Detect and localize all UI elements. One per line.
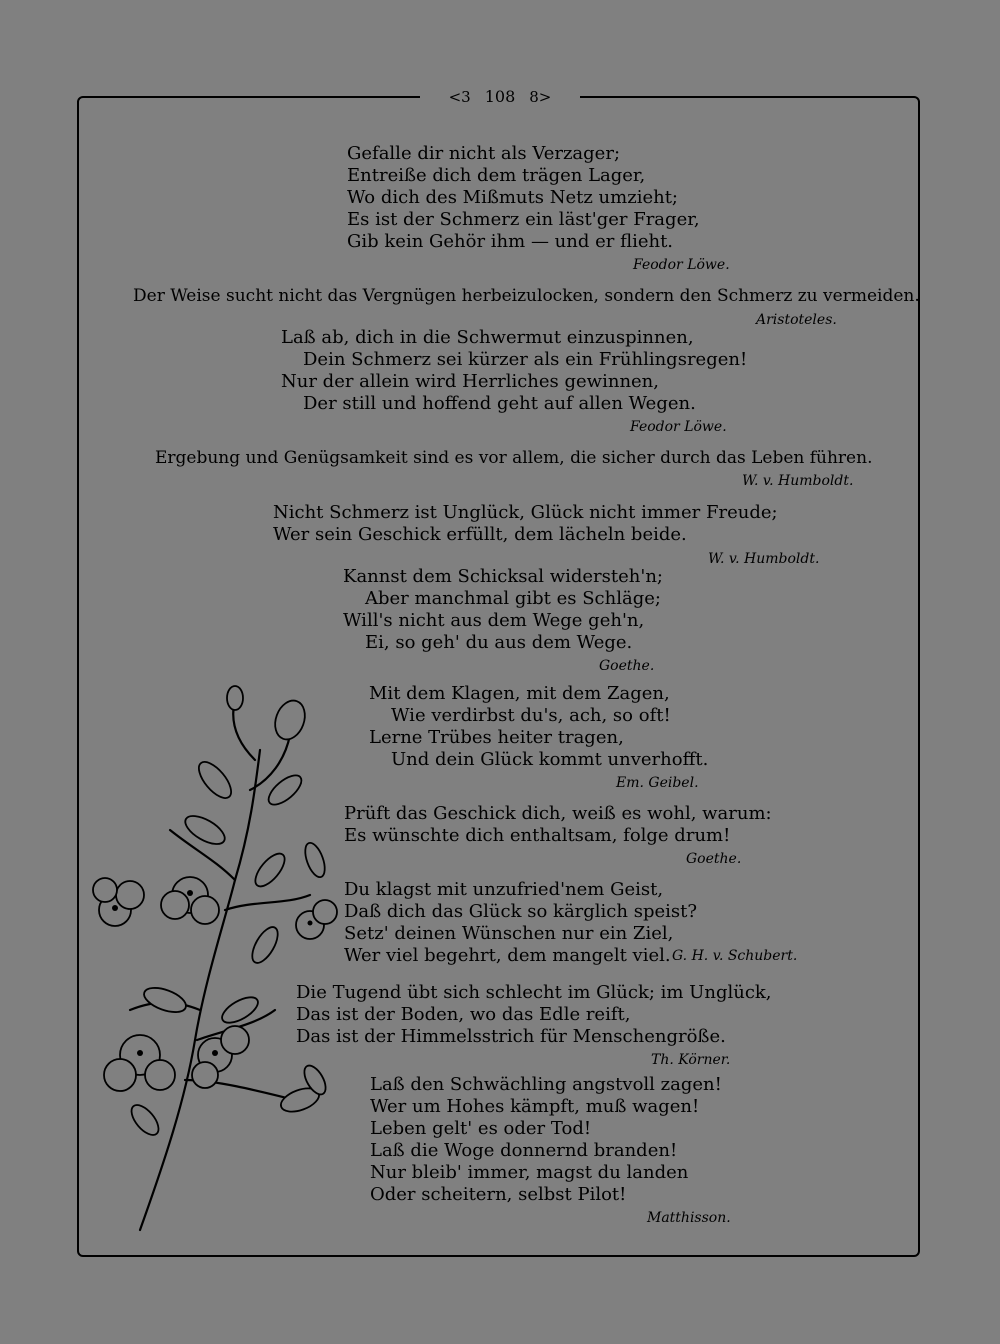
poem-line: Nur bleib' immer, magst du landen <box>370 1162 689 1183</box>
ornament-left-icon: <3 <box>448 88 471 106</box>
poem-line: Lerne Trübes heiter tragen, <box>369 727 624 748</box>
attribution: Th. Körner. <box>651 1052 731 1068</box>
attribution: W. v. Humboldt. <box>742 473 854 489</box>
attribution: Matthisson. <box>647 1210 731 1226</box>
poem-line: Der still und hoffend geht auf allen Wegen. <box>303 393 696 414</box>
ornament-right-icon: 8> <box>529 88 552 106</box>
poem-line: Entreiße dich dem trägen Lager, <box>347 165 646 186</box>
attribution: Em. Geibel. <box>616 775 699 791</box>
poem-line: Die Tugend übt sich schlecht im Glück; im Unglück, <box>296 982 772 1003</box>
poem-line: Setz' deinen Wünschen nur ein Ziel, <box>344 923 674 944</box>
poem-line: Nur der allein wird Herrliches gewinnen, <box>281 371 659 392</box>
attribution: Goethe. <box>686 851 742 867</box>
poem-line: Du klagst mit unzufried'nem Geist, <box>344 879 664 900</box>
poem-line: Es wünschte dich enthaltsam, folge drum! <box>344 825 731 846</box>
poem-line: Das ist der Himmelsstrich für Menschengröße. <box>296 1026 726 1047</box>
poem-line: Aber manchmal gibt es Schläge; <box>365 588 661 609</box>
page-number: 108 <box>484 87 516 106</box>
prose-quote: Ergebung und Genügsamkeit sind es vor allem, die sicher durch das Leben führen. <box>155 448 873 468</box>
poem-line: Und dein Glück kommt unverhofft. <box>391 749 709 770</box>
poem-line: Es ist der Schmerz ein läst'ger Frager, <box>347 209 700 230</box>
blossom-branch-icon <box>85 680 385 1240</box>
attribution: Aristoteles. <box>756 312 837 328</box>
poem-line: Gib kein Gehör ihm — und er flieht. <box>347 231 674 252</box>
poem-line: Wie verdirbst du's, ach, so oft! <box>391 705 671 726</box>
attribution: W. v. Humboldt. <box>708 551 820 567</box>
poem-line: Leben gelt' es oder Tod! <box>370 1118 592 1139</box>
poem-line: Ei, so geh' du aus dem Wege. <box>365 632 633 653</box>
poem-line: Mit dem Klagen, mit dem Zagen, <box>369 683 670 704</box>
attribution: G. H. v. Schubert. <box>672 948 798 964</box>
poem-line: Gefalle dir nicht als Verzager; <box>347 143 621 164</box>
poem-line: Laß ab, dich in die Schwermut einzuspinnen, <box>281 327 694 348</box>
poem-line: Daß dich das Glück so kärglich speist? <box>344 901 697 922</box>
attribution: Goethe. <box>599 658 655 674</box>
poem-line: Wer viel begehrt, dem mangelt viel. <box>344 945 671 966</box>
poem-line: Dein Schmerz sei kürzer als ein Frühlingsregen! <box>303 349 748 370</box>
poem-line: Nicht Schmerz ist Unglück, Glück nicht immer Freude; <box>273 502 778 523</box>
prose-quote: Der Weise sucht nicht das Vergnügen herbeizulocken, sondern den Schmerz zu vermeiden. <box>133 286 920 306</box>
poem-line: Kannst dem Schicksal widersteh'n; <box>343 566 663 587</box>
poem-line: Wo dich des Mißmuts Netz umzieht; <box>347 187 678 208</box>
poem-line: Das ist der Boden, wo das Edle reift, <box>296 1004 631 1025</box>
attribution: Feodor Löwe. <box>633 257 730 273</box>
poem-line: Oder scheitern, selbst Pilot! <box>370 1184 627 1205</box>
poem-line: Laß die Woge donnernd branden! <box>370 1140 678 1161</box>
poem-line: Will's nicht aus dem Wege geh'n, <box>343 610 645 631</box>
poem-line: Wer um Hohes kämpft, muß wagen! <box>370 1096 700 1117</box>
poem-line: Laß den Schwächling angstvoll zagen! <box>370 1074 722 1095</box>
poem-line: Wer sein Geschick erfüllt, dem lächeln beide. <box>273 524 687 545</box>
poem-line: Prüft das Geschick dich, weiß es wohl, warum: <box>344 803 772 824</box>
page-header <box>420 84 580 110</box>
attribution: Feodor Löwe. <box>630 419 727 435</box>
